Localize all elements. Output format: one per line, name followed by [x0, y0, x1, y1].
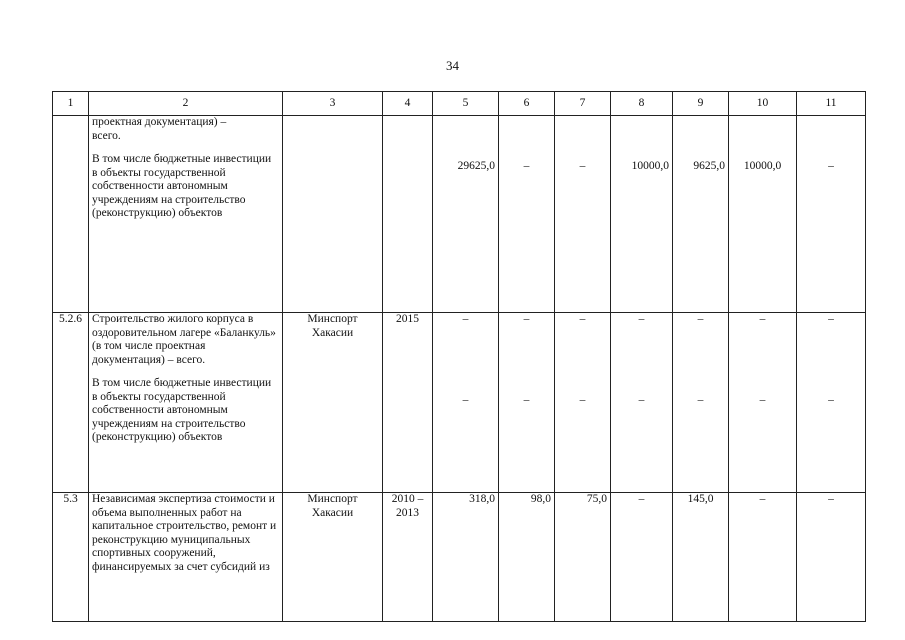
value-main: – — [638, 313, 645, 325]
value-sub: – — [697, 393, 704, 406]
value-cell: 98,0 — [499, 493, 555, 622]
column-header: 7 — [555, 92, 611, 116]
row-description — [89, 313, 283, 493]
column-header: 5 — [433, 92, 499, 116]
value-cell — [673, 313, 729, 493]
column-header: 4 — [383, 92, 433, 116]
budget-table — [52, 91, 866, 622]
value-sub: – — [523, 393, 530, 406]
value-main: – — [828, 313, 834, 325]
value-main: – — [523, 313, 530, 325]
table-row — [53, 313, 866, 493]
value-cell: – — [797, 493, 866, 622]
description-sub: В том числе бюджетные инвестиции в объекты государственной собственности автономным учреждениям на строительство (реконструкцию) объектов — [92, 153, 272, 219]
value-cell — [729, 313, 797, 493]
column-header: 10 — [729, 92, 797, 116]
value-cell: – — [797, 116, 866, 313]
table-row — [53, 493, 866, 622]
row-number — [53, 116, 89, 313]
value-cell: – — [555, 116, 611, 313]
value-main: – — [759, 313, 766, 325]
value-cell — [499, 313, 555, 493]
value-cell: 29625,0 — [433, 116, 499, 313]
value-main: – — [462, 313, 469, 325]
description-main: Независимая экспертиза стоимости и объема выполненных работ на капитальное строительство, ремонт и реконструкцию муниципальных спортивных сооружений, финансируемых за счет субсидий из — [92, 493, 277, 573]
executor — [283, 116, 383, 313]
value-cell — [433, 313, 499, 493]
value-cell: 10000,0 — [729, 116, 797, 313]
page-number: 34 — [446, 58, 459, 73]
value-cell: 75,0 — [555, 493, 611, 622]
value-cell: – — [611, 493, 673, 622]
value-sub: – — [638, 393, 645, 406]
value-main: – — [579, 313, 586, 325]
value-cell — [611, 313, 673, 493]
row-number: 5.3 — [53, 493, 89, 622]
value-cell: 9625,0 — [673, 116, 729, 313]
row-number: 5.2.6 — [53, 313, 89, 493]
column-header: 3 — [283, 92, 383, 116]
column-header: 11 — [797, 92, 866, 116]
years: 2015 — [383, 313, 433, 493]
value-cell — [797, 313, 866, 493]
value-sub: – — [828, 393, 834, 406]
column-header: 8 — [611, 92, 673, 116]
value-cell: 145,0 — [673, 493, 729, 622]
column-header: 2 — [89, 92, 283, 116]
value-cell: – — [499, 116, 555, 313]
value-cell: 10000,0 — [611, 116, 673, 313]
value-sub: – — [579, 393, 586, 406]
value-cell — [555, 313, 611, 493]
value-cell: – — [729, 493, 797, 622]
executor: Минспорт Хакасии — [283, 313, 383, 493]
column-header: 6 — [499, 92, 555, 116]
description-main: Строительство жилого корпуса в оздоровительном лагере «Баланкуль» (в том числе проектная документация) – всего. — [92, 313, 276, 366]
row-description — [89, 493, 283, 622]
description-sub: В том числе бюджетные инвестиции в объекты государственной собственности автономным учреждениям на строительство (реконструкцию) объектов — [92, 377, 272, 443]
description-main: проектная документация) – всего. — [92, 116, 227, 142]
column-header: 9 — [673, 92, 729, 116]
years — [383, 116, 433, 313]
years: 2010 – 2013 — [383, 493, 433, 622]
value-main: – — [697, 313, 704, 325]
value-cell: 318,0 — [433, 493, 499, 622]
value-sub: – — [462, 393, 469, 406]
value-sub: – — [759, 393, 766, 406]
row-description — [89, 116, 283, 313]
executor: Минспорт Хакасии — [283, 493, 383, 622]
column-number-row — [53, 92, 866, 116]
table-row — [53, 116, 866, 313]
column-header: 1 — [53, 92, 89, 116]
